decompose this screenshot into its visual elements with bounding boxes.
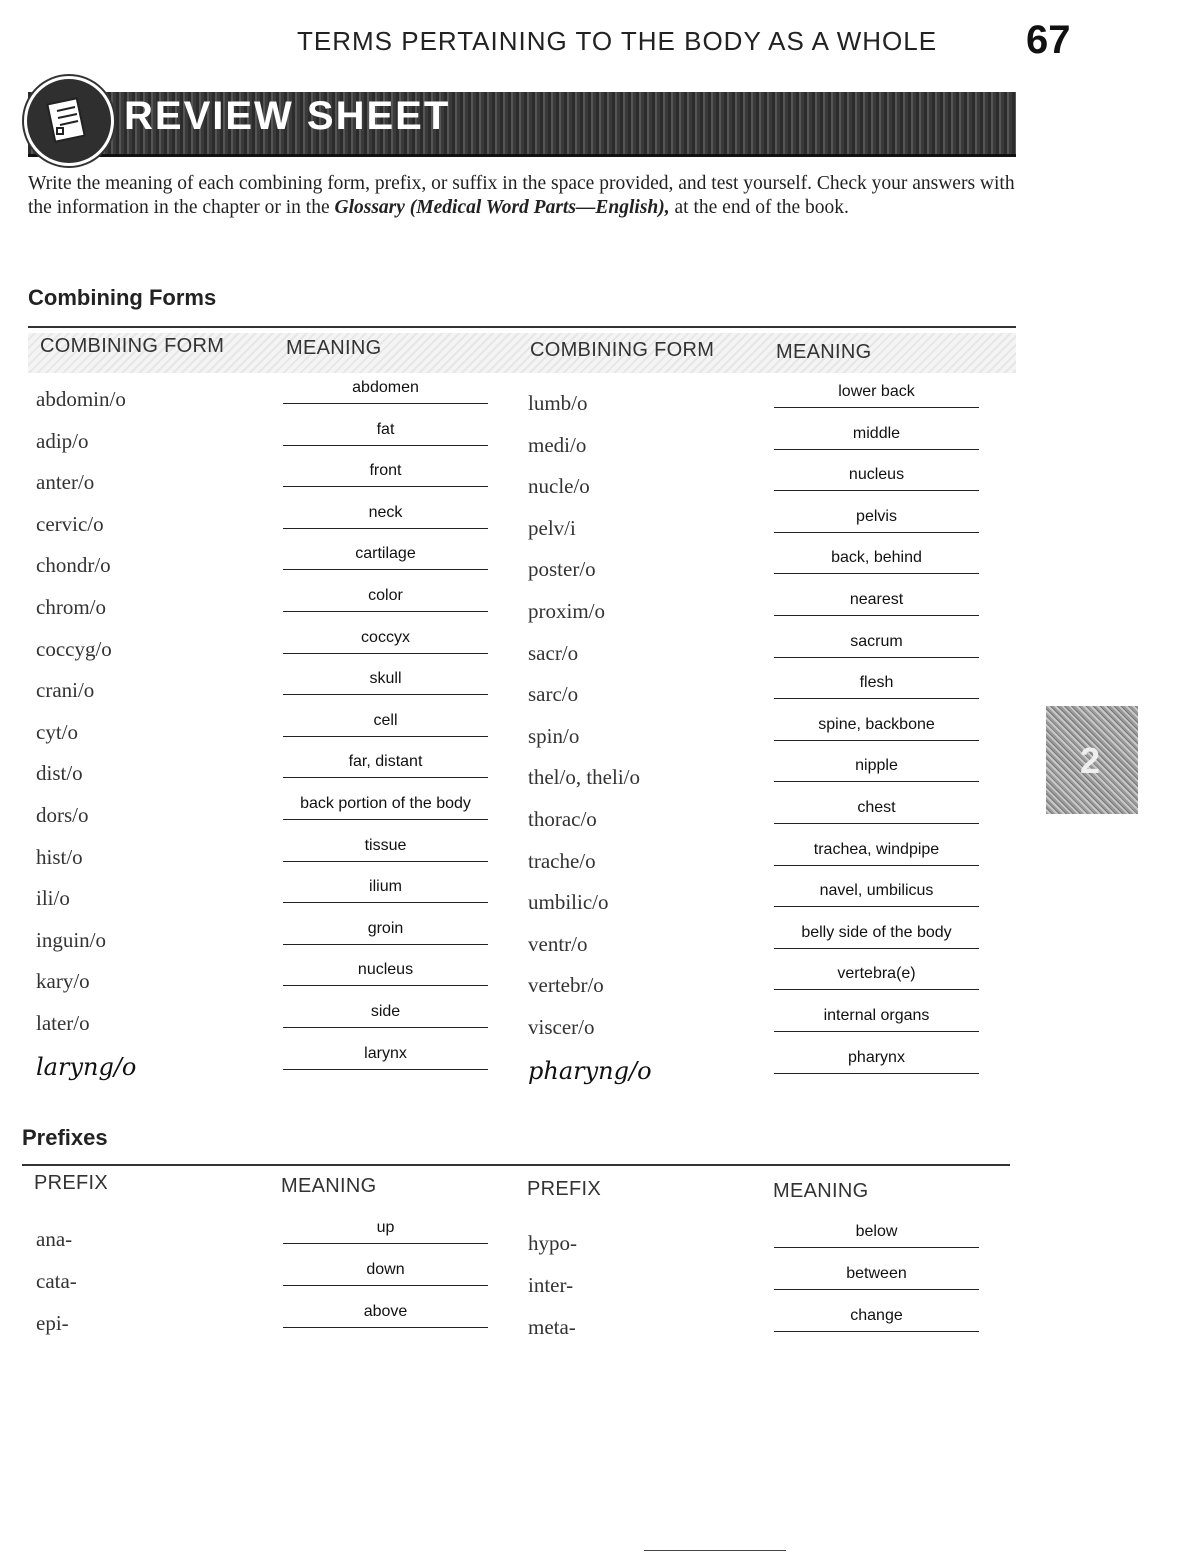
term: coccyg/o — [36, 636, 112, 661]
meaning-answer-field[interactable]: front — [283, 458, 488, 487]
term: abdomin/o — [36, 387, 126, 411]
term: umbilic/o — [528, 890, 609, 915]
instructions — [28, 172, 1018, 220]
term: dors/o — [36, 803, 89, 827]
col-header-meaning-1: MEANING — [281, 1175, 377, 1197]
term: cyt/o — [36, 719, 78, 744]
term: cervic/o — [36, 511, 104, 536]
term: adip/o — [36, 428, 89, 453]
footer-rule — [644, 1550, 786, 1551]
term: inguin/o — [36, 927, 107, 952]
meaning-answer-field[interactable]: between — [774, 1261, 979, 1290]
term: cata- — [36, 1269, 77, 1293]
instructions-text-end: at the end of the book. — [669, 197, 849, 218]
meaning-answer-field[interactable]: cell — [283, 708, 488, 737]
term: chrom/o — [36, 595, 106, 619]
meaning-answer-field[interactable]: side — [283, 999, 488, 1028]
running-head: TERMS PERTAINING TO THE BODY AS A WHOLE — [297, 26, 938, 56]
meaning-answer-field[interactable]: groin — [283, 916, 488, 945]
term: ana- — [36, 1227, 73, 1251]
instructions-text-start: Write the meaning of each combining form, prefix, or suffix in the space provided, and test yourself. Check your answers with the information in the chapter or in the — [28, 173, 1015, 218]
meaning-answer-field[interactable]: down — [283, 1257, 488, 1286]
review-sheet-title: REVIEW SHEET — [124, 94, 451, 138]
meaning-answer-field[interactable]: vertebra(e) — [774, 961, 979, 990]
term: epi- — [36, 1311, 69, 1335]
term: inter- — [528, 1273, 574, 1297]
meaning-answer-field[interactable]: flesh — [774, 670, 979, 699]
worksheet-icon — [24, 76, 114, 166]
combining-forms-rule — [28, 326, 1016, 328]
term: crani/o — [36, 678, 95, 703]
page-number: 67 — [1026, 18, 1071, 62]
prefixes-title: Prefixes — [22, 1125, 108, 1150]
col-header-combining-form-1: COMBINING FORM — [40, 335, 225, 357]
term: poster/o — [528, 557, 596, 582]
meaning-answer-field[interactable]: pelvis — [774, 504, 979, 533]
meaning-answer-field[interactable]: up — [283, 1215, 488, 1244]
col-header-meaning-2: MEANING — [773, 1180, 869, 1202]
meaning-answer-field[interactable]: nearest — [774, 587, 979, 616]
term: sarc/o — [528, 682, 579, 707]
term: later/o — [36, 1011, 90, 1035]
meaning-answer-field[interactable]: chest — [774, 795, 979, 824]
meaning-answer-field[interactable]: trachea, windpipe — [774, 837, 979, 866]
term: dist/o — [36, 761, 83, 786]
meaning-answer-field[interactable]: cartilage — [283, 541, 488, 570]
chapter-tab-label: 2 — [1080, 740, 1101, 781]
term: proxim/o — [528, 599, 605, 623]
meaning-answer-field[interactable]: nipple — [774, 753, 979, 782]
meaning-answer-field[interactable]: far, distant — [283, 749, 488, 778]
meaning-answer-field[interactable]: pharynx — [774, 1045, 979, 1074]
term: hypo- — [528, 1231, 577, 1255]
term: ventr/o — [528, 931, 588, 956]
term: lumb/o — [528, 391, 588, 415]
term: meta- — [528, 1315, 576, 1339]
meaning-answer-field[interactable]: fat — [283, 417, 488, 446]
term: thorac/o — [528, 807, 597, 831]
meaning-answer-field[interactable]: tissue — [283, 833, 488, 862]
meaning-answer-field[interactable]: above — [283, 1299, 488, 1328]
chapter-tab — [1046, 706, 1138, 814]
term: thel/o, theli/o — [528, 765, 640, 790]
col-header-prefix-2: PREFIX — [527, 1178, 602, 1200]
meaning-answer-field[interactable]: spine, backbone — [774, 712, 979, 741]
meaning-answer-field[interactable]: below — [774, 1219, 979, 1248]
meaning-answer-field[interactable]: back portion of the body — [283, 791, 488, 820]
prefixes-rule — [22, 1164, 1010, 1166]
meaning-answer-field[interactable]: larynx — [283, 1041, 488, 1070]
meaning-answer-field[interactable]: internal organs — [774, 1003, 979, 1032]
meaning-answer-field[interactable]: middle — [774, 421, 979, 450]
col-header-prefix-1: PREFIX — [34, 1172, 109, 1194]
meaning-answer-field[interactable]: abdomen — [283, 375, 488, 404]
term: nucle/o — [528, 474, 590, 499]
term: ili/o — [36, 886, 70, 911]
term: chondr/o — [36, 553, 111, 578]
meaning-answer-field[interactable]: belly side of the body — [774, 920, 979, 949]
combining-forms-title: Combining Forms — [28, 285, 217, 310]
term: anter/o — [36, 470, 95, 495]
term: kary/o — [36, 969, 90, 994]
term: sacr/o — [528, 640, 579, 665]
meaning-answer-field[interactable]: nucleus — [774, 462, 979, 491]
term: laryng/o — [36, 1052, 137, 1081]
term: pharyng/o — [528, 1056, 652, 1085]
term: spin/o — [528, 723, 580, 748]
meaning-answer-field[interactable]: change — [774, 1303, 979, 1332]
term: hist/o — [36, 844, 83, 869]
meaning-answer-field[interactable]: coccyx — [283, 625, 488, 654]
meaning-answer-field[interactable]: lower back — [774, 379, 979, 408]
meaning-answer-field[interactable]: sacrum — [774, 629, 979, 658]
col-header-meaning-1: MEANING — [286, 337, 382, 359]
meaning-answer-field[interactable]: nucleus — [283, 957, 488, 986]
meaning-answer-field[interactable]: back, behind — [774, 545, 979, 574]
term: pelv/i — [528, 515, 576, 540]
meaning-answer-field[interactable]: skull — [283, 666, 488, 695]
meaning-answer-field[interactable]: ilium — [283, 874, 488, 903]
term: medi/o — [528, 432, 587, 457]
col-header-combining-form-2: COMBINING FORM — [530, 339, 715, 361]
term: viscer/o — [528, 1015, 595, 1039]
meaning-answer-field[interactable]: navel, umbilicus — [774, 878, 979, 907]
term: vertebr/o — [528, 973, 604, 998]
glossary-reference: Glossary (Medical Word Parts—English), — [334, 197, 670, 218]
meaning-answer-field[interactable]: neck — [283, 500, 488, 529]
col-header-meaning-2: MEANING — [776, 341, 872, 363]
meaning-answer-field[interactable]: color — [283, 583, 488, 612]
term: trache/o — [528, 848, 596, 873]
